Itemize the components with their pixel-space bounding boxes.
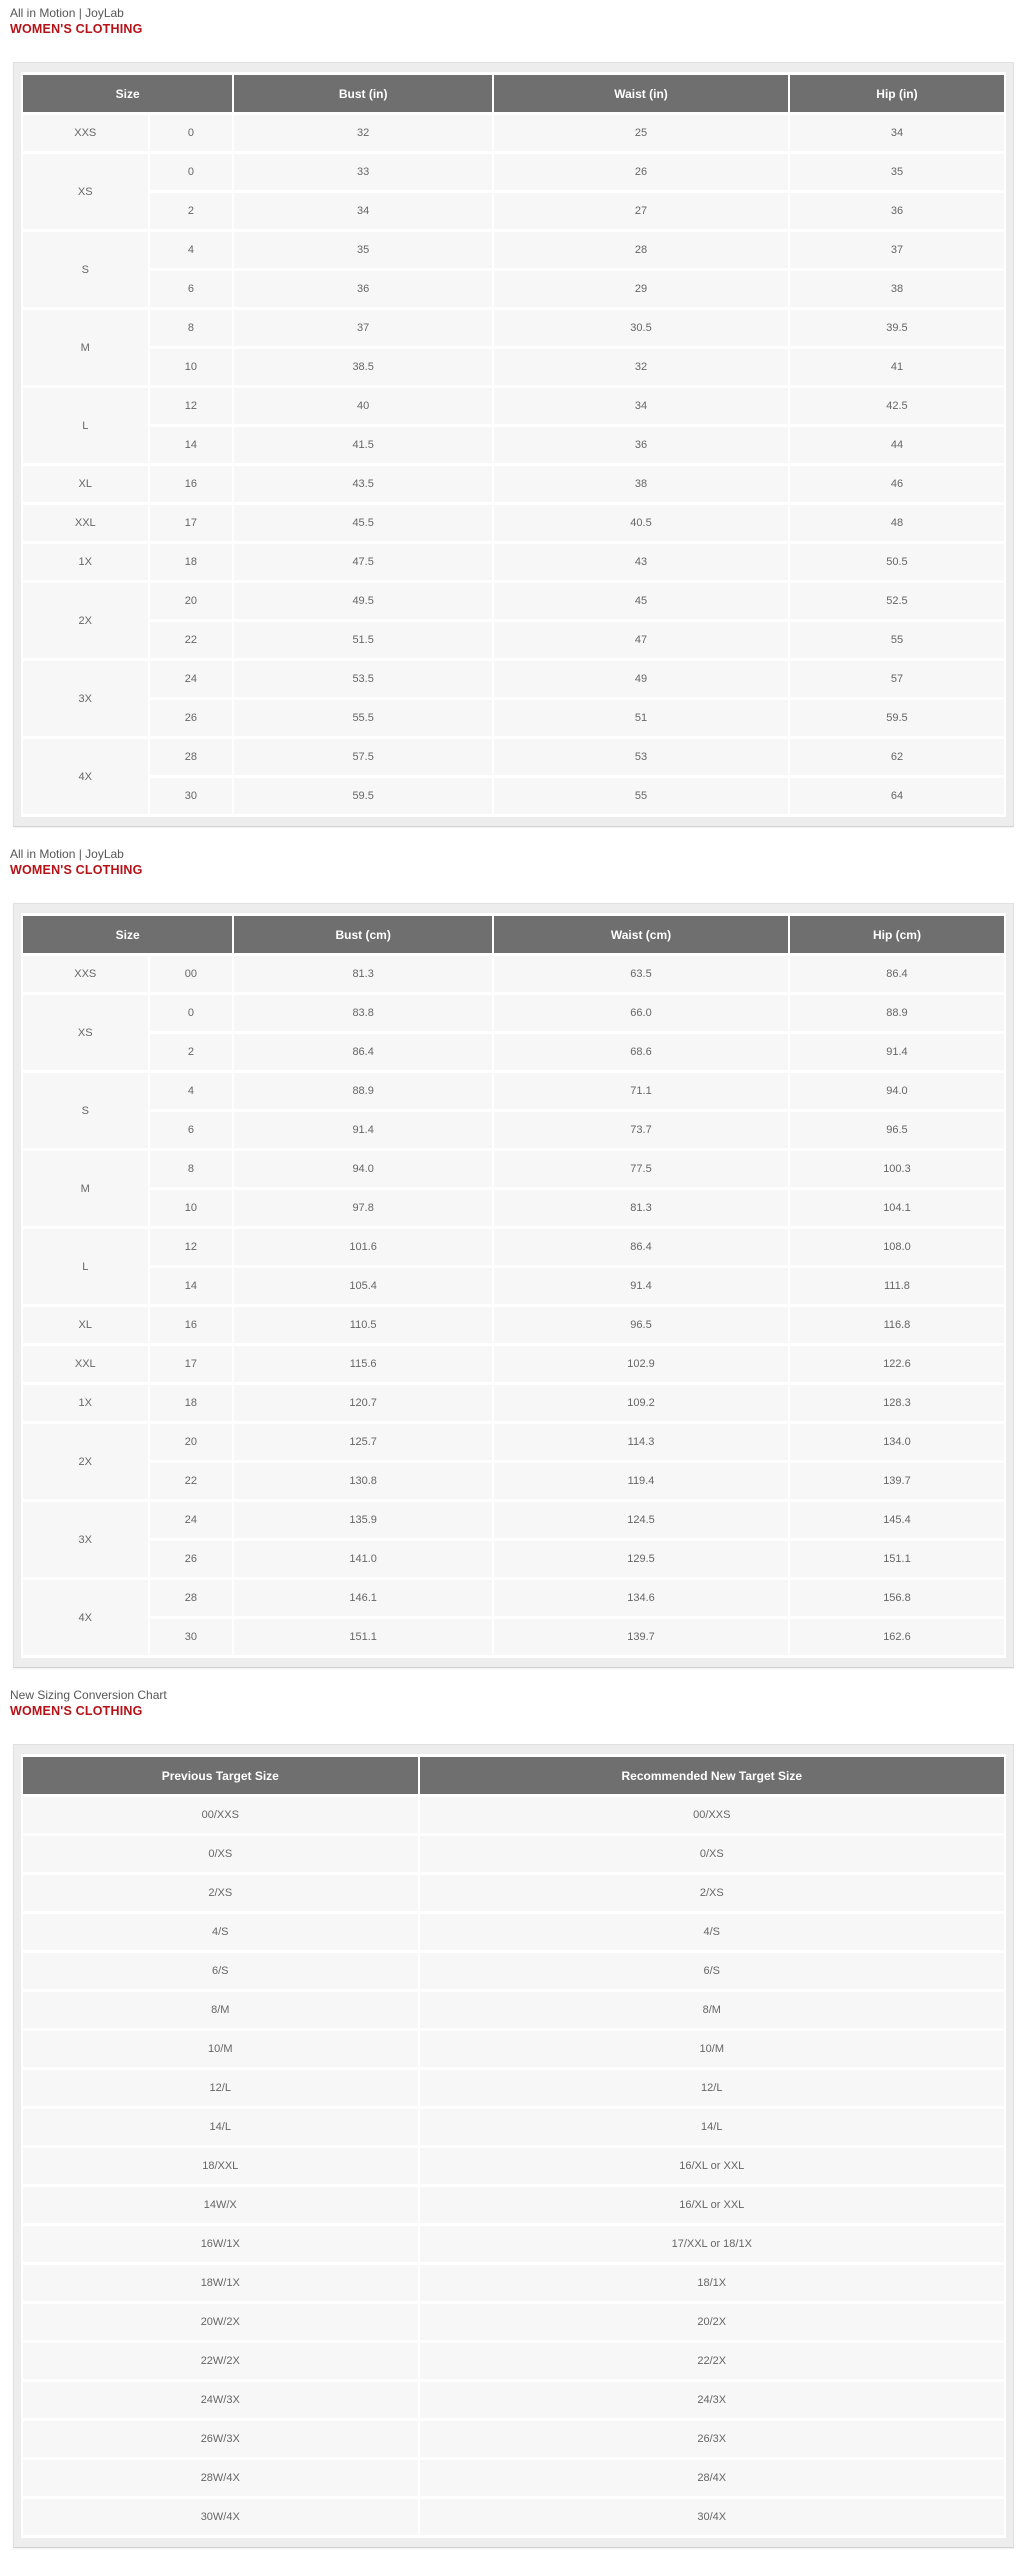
bust-cell: 37 [234,310,492,346]
brand-subtitle: All in Motion | JoyLab [10,6,124,20]
numeric-size-cell: 12 [150,1229,233,1265]
hip-cell: 86.4 [790,956,1004,992]
hip-cell: 62 [790,739,1004,775]
new-size-cell: 24/3X [420,2382,1004,2418]
hip-cell: 59.5 [790,700,1004,736]
section-heading [0,0,1024,37]
numeric-size-cell: 6 [150,1112,233,1148]
table-row [23,2031,1004,2067]
header-row [23,916,1004,953]
new-size-cell: 30/4X [420,2499,1004,2535]
table-row [23,1992,1004,2028]
hip-cell: 55 [790,622,1004,658]
new-size-cell: 26/3X [420,2421,1004,2457]
size-group-cell: L [23,388,148,463]
previous-size-cell: 18/XXL [23,2148,418,2184]
waist-cell: 36 [494,427,788,463]
column-header-new-size: Recommended New Target Size [420,1757,1004,1794]
hip-cell: 52.5 [790,583,1004,619]
table-row [23,271,1004,307]
hip-cell: 134.0 [790,1424,1004,1460]
table-row [23,1034,1004,1070]
table-row [23,2148,1004,2184]
numeric-size-cell: 10 [150,1190,233,1226]
previous-size-cell: 00/XXS [23,1797,418,1833]
waist-cell: 40.5 [494,505,788,541]
numeric-size-cell: 14 [150,1268,233,1304]
brand-subtitle: All in Motion | JoyLab [10,847,124,861]
bust-cell: 125.7 [234,1424,492,1460]
table-row [23,1953,1004,1989]
hip-cell: 139.7 [790,1463,1004,1499]
new-size-cell: 28/4X [420,2460,1004,2496]
numeric-size-cell: 26 [150,700,233,736]
hip-cell: 39.5 [790,310,1004,346]
table-row [23,2187,1004,2223]
table-row [23,661,1004,697]
header-row [23,1757,1004,1794]
hip-cell: 57 [790,661,1004,697]
table-row [23,2070,1004,2106]
table-row [23,2304,1004,2340]
table-row [23,232,1004,268]
table-row [23,778,1004,814]
hip-cell: 122.6 [790,1346,1004,1382]
column-header-hip: Hip (cm) [790,916,1004,953]
table-row [23,466,1004,502]
column-header-size: Size [23,75,232,112]
hip-cell: 38 [790,271,1004,307]
bust-cell: 91.4 [234,1112,492,1148]
bust-cell: 33 [234,154,492,190]
table-row [23,1914,1004,1950]
size-group-cell: 2X [23,1424,148,1499]
waist-cell: 26 [494,154,788,190]
waist-cell: 139.7 [494,1619,788,1655]
hip-cell: 108.0 [790,1229,1004,1265]
hip-cell: 36 [790,193,1004,229]
numeric-size-cell: 4 [150,1073,233,1109]
numeric-size-cell: 20 [150,583,233,619]
waist-cell: 77.5 [494,1151,788,1187]
waist-cell: 96.5 [494,1307,788,1343]
conversion-subtitle: New Sizing Conversion Chart [10,1688,167,1702]
size-group-cell: XL [23,466,148,502]
waist-cell: 91.4 [494,1268,788,1304]
bust-cell: 81.3 [234,956,492,992]
waist-cell: 119.4 [494,1463,788,1499]
numeric-size-cell: 24 [150,661,233,697]
new-size-cell: 2/XS [420,1875,1004,1911]
previous-size-cell: 18W/1X [23,2265,418,2301]
previous-size-cell: 30W/4X [23,2499,418,2535]
numeric-size-cell: 0 [150,115,233,151]
table-row [23,622,1004,658]
size-group-cell: XXS [23,956,148,992]
numeric-size-cell: 28 [150,739,233,775]
hip-cell: 91.4 [790,1034,1004,1070]
bust-cell: 115.6 [234,1346,492,1382]
waist-cell: 55 [494,778,788,814]
size-group-cell: XXL [23,505,148,541]
table-row [23,995,1004,1031]
waist-cell: 32 [494,349,788,385]
waist-cell: 47 [494,622,788,658]
size-group-cell: M [23,310,148,385]
size-table-panel-inches [13,62,1014,827]
new-size-cell: 12/L [420,2070,1004,2106]
hip-cell: 41 [790,349,1004,385]
size-group-cell: 1X [23,544,148,580]
numeric-size-cell: 17 [150,1346,233,1382]
numeric-size-cell: 6 [150,271,233,307]
numeric-size-cell: 30 [150,778,233,814]
size-table-inches [21,72,1006,817]
table-row [23,1875,1004,1911]
table-row [23,1463,1004,1499]
waist-cell: 28 [494,232,788,268]
bust-cell: 34 [234,193,492,229]
waist-cell: 30.5 [494,310,788,346]
size-group-cell: XL [23,1307,148,1343]
hip-cell: 111.8 [790,1268,1004,1304]
size-group-cell: 1X [23,1385,148,1421]
hip-cell: 116.8 [790,1307,1004,1343]
bust-cell: 120.7 [234,1385,492,1421]
header-row [23,75,1004,112]
new-size-cell: 16/XL or XXL [420,2187,1004,2223]
bust-cell: 151.1 [234,1619,492,1655]
waist-cell: 38 [494,466,788,502]
waist-cell: 109.2 [494,1385,788,1421]
table-row [23,1797,1004,1833]
numeric-size-cell: 14 [150,427,233,463]
table-row [23,2460,1004,2496]
table-row [23,1541,1004,1577]
waist-cell: 49 [494,661,788,697]
table-row [23,2343,1004,2379]
table-row [23,583,1004,619]
bust-cell: 38.5 [234,349,492,385]
section-title: WOMEN'S CLOTHING [10,1704,143,1718]
table-row [23,1619,1004,1655]
table-row [23,2265,1004,2301]
bust-cell: 47.5 [234,544,492,580]
table-row [23,1268,1004,1304]
waist-cell: 63.5 [494,956,788,992]
numeric-size-cell: 8 [150,1151,233,1187]
hip-cell: 37 [790,232,1004,268]
numeric-size-cell: 0 [150,154,233,190]
previous-size-cell: 10/M [23,2031,418,2067]
conversion-table-panel [13,1744,1014,2548]
previous-size-cell: 6/S [23,1953,418,1989]
table-row [23,1502,1004,1538]
hip-cell: 64 [790,778,1004,814]
waist-cell: 51 [494,700,788,736]
hip-cell: 128.3 [790,1385,1004,1421]
size-group-cell: S [23,1073,148,1148]
bust-cell: 51.5 [234,622,492,658]
table-row [23,2421,1004,2457]
numeric-size-cell: 22 [150,622,233,658]
size-group-cell: XS [23,154,148,229]
table-row [23,310,1004,346]
bust-cell: 57.5 [234,739,492,775]
bust-cell: 43.5 [234,466,492,502]
waist-cell: 134.6 [494,1580,788,1616]
waist-cell: 129.5 [494,1541,788,1577]
bust-cell: 110.5 [234,1307,492,1343]
bust-cell: 35 [234,232,492,268]
bust-cell: 94.0 [234,1151,492,1187]
table-row [23,1307,1004,1343]
size-table-panel-cm [13,903,1014,1668]
waist-cell: 86.4 [494,1229,788,1265]
numeric-size-cell: 28 [150,1580,233,1616]
bust-cell: 146.1 [234,1580,492,1616]
new-size-cell: 00/XXS [420,1797,1004,1833]
hip-cell: 88.9 [790,995,1004,1031]
previous-size-cell: 14/L [23,2109,418,2145]
table-row [23,739,1004,775]
previous-size-cell: 12/L [23,2070,418,2106]
bust-cell: 83.8 [234,995,492,1031]
bust-cell: 88.9 [234,1073,492,1109]
table-row [23,193,1004,229]
waist-cell: 66.0 [494,995,788,1031]
new-size-cell: 8/M [420,1992,1004,2028]
hip-cell: 42.5 [790,388,1004,424]
column-header-previous-size: Previous Target Size [23,1757,418,1794]
previous-size-cell: 28W/4X [23,2460,418,2496]
previous-size-cell: 0/XS [23,1836,418,1872]
table-row [23,956,1004,992]
waist-cell: 71.1 [494,1073,788,1109]
size-group-cell: M [23,1151,148,1226]
size-group-cell: S [23,232,148,307]
numeric-size-cell: 12 [150,388,233,424]
size-table-cm [21,913,1006,1658]
table-row [23,1112,1004,1148]
bust-cell: 105.4 [234,1268,492,1304]
waist-cell: 34 [494,388,788,424]
numeric-size-cell: 4 [150,232,233,268]
table-row [23,1580,1004,1616]
column-header-hip: Hip (in) [790,75,1004,112]
new-size-cell: 16/XL or XXL [420,2148,1004,2184]
size-group-cell: 2X [23,583,148,658]
previous-size-cell: 2/XS [23,1875,418,1911]
bust-cell: 97.8 [234,1190,492,1226]
new-size-cell: 20/2X [420,2304,1004,2340]
waist-cell: 43 [494,544,788,580]
waist-cell: 27 [494,193,788,229]
table-row [23,1151,1004,1187]
bust-cell: 135.9 [234,1502,492,1538]
waist-cell: 73.7 [494,1112,788,1148]
numeric-size-cell: 8 [150,310,233,346]
numeric-size-cell: 2 [150,193,233,229]
new-size-cell: 10/M [420,2031,1004,2067]
numeric-size-cell: 30 [150,1619,233,1655]
numeric-size-cell: 16 [150,1307,233,1343]
new-size-cell: 6/S [420,1953,1004,1989]
new-size-cell: 22/2X [420,2343,1004,2379]
new-size-cell: 0/XS [420,1836,1004,1872]
hip-cell: 100.3 [790,1151,1004,1187]
new-size-cell: 17/XXL or 18/1X [420,2226,1004,2262]
previous-size-cell: 20W/2X [23,2304,418,2340]
numeric-size-cell: 20 [150,1424,233,1460]
section-title: WOMEN'S CLOTHING [10,863,143,877]
hip-cell: 46 [790,466,1004,502]
table-row [23,427,1004,463]
hip-cell: 48 [790,505,1004,541]
section-title: WOMEN'S CLOTHING [10,22,143,36]
column-header-waist: Waist (cm) [494,916,788,953]
hip-cell: 94.0 [790,1073,1004,1109]
size-group-cell: XS [23,995,148,1070]
bust-cell: 41.5 [234,427,492,463]
table-row [23,700,1004,736]
waist-cell: 102.9 [494,1346,788,1382]
hip-cell: 162.6 [790,1619,1004,1655]
hip-cell: 44 [790,427,1004,463]
numeric-size-cell: 18 [150,544,233,580]
section-heading [0,827,1024,878]
bust-cell: 45.5 [234,505,492,541]
table-row [23,2226,1004,2262]
table-row [23,544,1004,580]
waist-cell: 81.3 [494,1190,788,1226]
bust-cell: 36 [234,271,492,307]
table-row [23,2382,1004,2418]
numeric-size-cell: 10 [150,349,233,385]
bust-cell: 59.5 [234,778,492,814]
bust-cell: 101.6 [234,1229,492,1265]
table-row [23,388,1004,424]
new-size-cell: 4/S [420,1914,1004,1950]
table-row [23,2499,1004,2535]
section-conversion-chart [0,1668,1024,2548]
hip-cell: 34 [790,115,1004,151]
bust-cell: 130.8 [234,1463,492,1499]
table-row [23,1424,1004,1460]
previous-size-cell: 8/M [23,1992,418,2028]
numeric-size-cell: 18 [150,1385,233,1421]
hip-cell: 35 [790,154,1004,190]
table-row [23,1190,1004,1226]
size-group-cell: 4X [23,739,148,814]
hip-cell: 50.5 [790,544,1004,580]
column-header-bust: Bust (in) [234,75,492,112]
hip-cell: 96.5 [790,1112,1004,1148]
numeric-size-cell: 17 [150,505,233,541]
table-row [23,1229,1004,1265]
section-heading [0,1668,1024,1719]
column-header-bust: Bust (cm) [234,916,492,953]
previous-size-cell: 24W/3X [23,2382,418,2418]
size-group-cell: L [23,1229,148,1304]
column-header-waist: Waist (in) [494,75,788,112]
table-row [23,349,1004,385]
bust-cell: 40 [234,388,492,424]
waist-cell: 25 [494,115,788,151]
bust-cell: 53.5 [234,661,492,697]
table-row [23,1073,1004,1109]
section-size-chart-cm [0,827,1024,1668]
bust-cell: 86.4 [234,1034,492,1070]
size-group-cell: 3X [23,661,148,736]
numeric-size-cell: 24 [150,1502,233,1538]
waist-cell: 124.5 [494,1502,788,1538]
numeric-size-cell: 0 [150,995,233,1031]
numeric-size-cell: 16 [150,466,233,502]
bust-cell: 49.5 [234,583,492,619]
size-group-cell: XXS [23,115,148,151]
previous-size-cell: 14W/X [23,2187,418,2223]
previous-size-cell: 16W/1X [23,2226,418,2262]
table-row [23,1836,1004,1872]
section-size-chart-inches [0,0,1024,827]
size-group-cell: XXL [23,1346,148,1382]
previous-size-cell: 4/S [23,1914,418,1950]
table-row [23,154,1004,190]
numeric-size-cell: 26 [150,1541,233,1577]
table-row [23,2109,1004,2145]
waist-cell: 68.6 [494,1034,788,1070]
column-header-size: Size [23,916,232,953]
size-group-cell: 4X [23,1580,148,1655]
numeric-size-cell: 22 [150,1463,233,1499]
bust-cell: 32 [234,115,492,151]
bust-cell: 55.5 [234,700,492,736]
waist-cell: 53 [494,739,788,775]
numeric-size-cell: 2 [150,1034,233,1070]
previous-size-cell: 26W/3X [23,2421,418,2457]
new-size-cell: 14/L [420,2109,1004,2145]
waist-cell: 45 [494,583,788,619]
hip-cell: 151.1 [790,1541,1004,1577]
hip-cell: 156.8 [790,1580,1004,1616]
hip-cell: 104.1 [790,1190,1004,1226]
waist-cell: 114.3 [494,1424,788,1460]
table-row [23,1385,1004,1421]
size-group-cell: 3X [23,1502,148,1577]
new-size-cell: 18/1X [420,2265,1004,2301]
table-row [23,505,1004,541]
hip-cell: 145.4 [790,1502,1004,1538]
table-row [23,115,1004,151]
bust-cell: 141.0 [234,1541,492,1577]
table-row [23,1346,1004,1382]
previous-size-cell: 22W/2X [23,2343,418,2379]
conversion-table [21,1754,1006,2538]
waist-cell: 29 [494,271,788,307]
numeric-size-cell: 00 [150,956,233,992]
